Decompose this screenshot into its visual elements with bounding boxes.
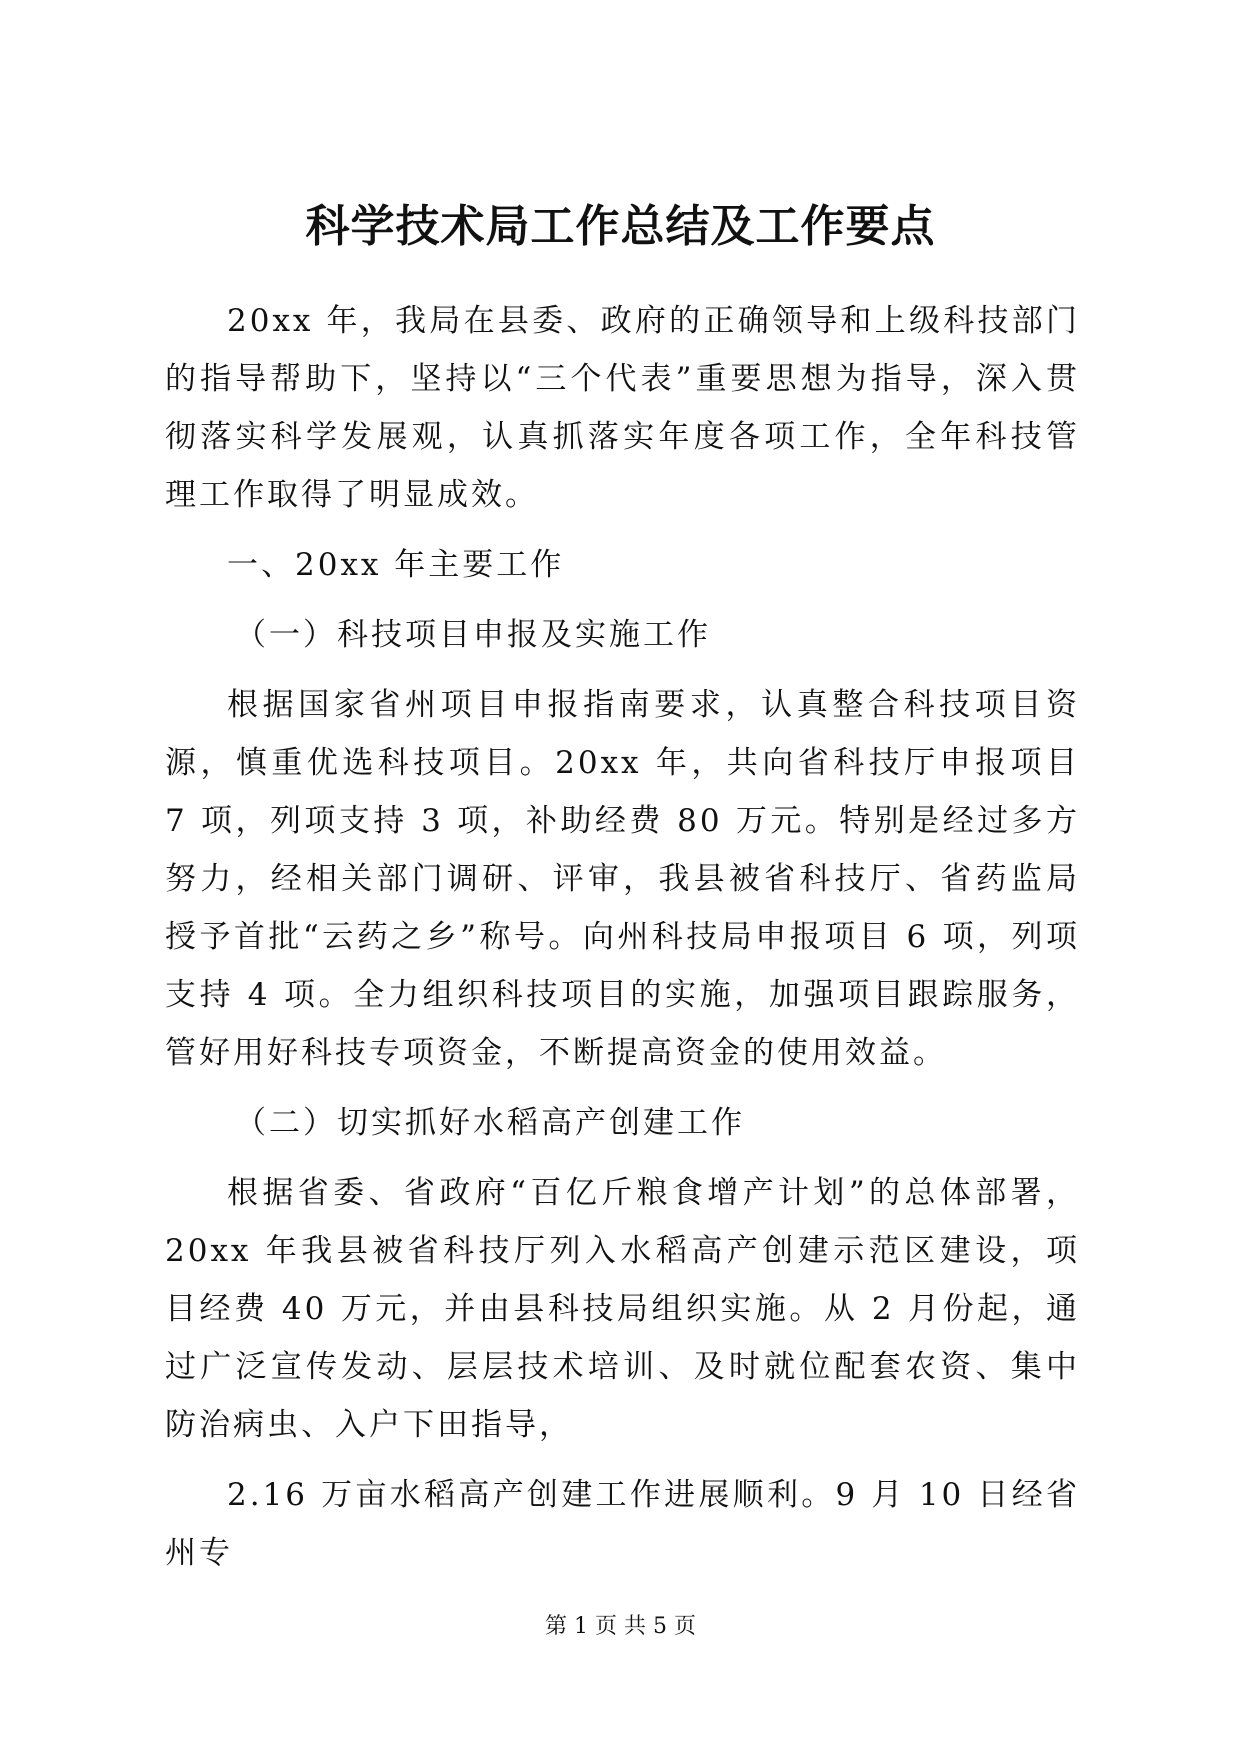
rice-progress-paragraph: 2.16 万亩水稻高产创建工作进展顺利。9 月 10 日经省州专	[165, 1477, 1080, 1571]
document-body	[165, 292, 1080, 1582]
section-heading-main-work: 一、20xx 年主要工作	[227, 547, 565, 583]
page-footer: 第 1 页 共 5 页	[545, 1614, 696, 1639]
rice-yield-paragraph: 根据省委、省政府“百亿斤粮食增产计划”的总体部署，20xx 年我县被省科技厅列入水稻高产创建示范区建设，项目经费 40 万元，并由县科技局组织实施。从 2 月份起，通过广泛宣传发动、层层技术培训、及时就位配套农资、集中防治病虫、入户下田指导，	[165, 1175, 1080, 1443]
subsection-heading-project-application: （一）科技项目申报及实施工作	[235, 617, 711, 653]
intro-paragraph: 20xx 年，我局在县委、政府的正确领导和上级科技部门的指导帮助下，坚持以“三个代表”重要思想为指导，深入贯彻落实科学发展观，认真抓落实年度各项工作，全年科技管理工作取得了明显成效。	[165, 303, 1080, 513]
project-application-paragraph: 根据国家省州项目申报指南要求，认真整合科技项目资源，慎重优选科技项目。20xx 年，共向省科技厅申报项目 7 项，列项支持 3 项，补助经费 80 万元。特别是经过多方努力，经相关部门调研、评审，我县被省科技厅、省药监局授予首批“云药之乡”称号。向州科技局申报项目 6 项，列项支持 4 项。全力组织科技项目的实施，加强项目跟踪服务，管好用好科技专项资金，不断提高资金的使用效益。	[165, 687, 1080, 1071]
document-title: 科学技术局工作总结及工作要点	[305, 201, 936, 252]
subsection-heading-rice-yield: （二）切实抓好水稻高产创建工作	[235, 1105, 745, 1141]
